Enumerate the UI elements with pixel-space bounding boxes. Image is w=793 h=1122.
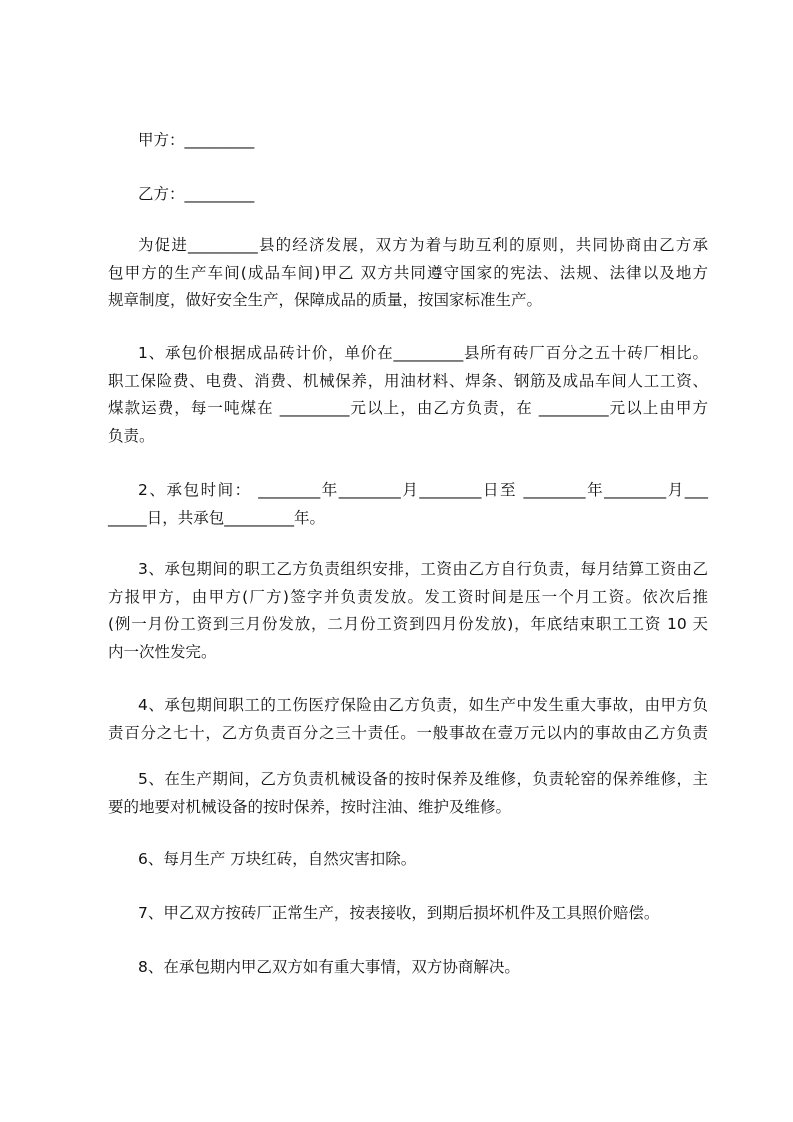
text-line: 7、甲乙双方按砖厂正常生产，按表接收，到期后损坏机件及工具照价赔偿。: [138, 904, 660, 922]
party-b-text: 乙方：_________: [138, 185, 255, 203]
text-line: 煤款运费，每一吨煤在 _________元以上，由乙方负责，在 _________元以上由甲方: [108, 399, 708, 417]
text-line: 6、每月生产 万块红砖，自然灾害扣除。: [138, 850, 417, 868]
clause-4: [108, 692, 708, 747]
text-line: 8、在承包期内甲乙双方如有重大事情，双方协商解决。: [138, 958, 520, 976]
clause-8: [108, 954, 708, 982]
clause-6: [108, 846, 708, 874]
text-line: 方报甲方，由甲方(厂方)签字并负责发放。发工资时间是压一个月工资。依次后推: [108, 587, 708, 606]
party-a-text: 甲方：_________: [138, 131, 255, 149]
clause-2: [108, 477, 708, 532]
party-b-line: [108, 181, 708, 209]
text-line: 责百分之七十，乙方负责百分之三十责任。一般事故在壹万元以内的事故由乙方负责: [108, 723, 708, 742]
clause-3: [108, 556, 708, 666]
text-line: 为促进_________县的经济发展，双方为着与助互利的原则，共同协商由乙方承: [138, 236, 708, 254]
intro-paragraph: [108, 232, 708, 315]
text-line: (例一月份工资到三月份发放，二月份工资到四月份发放)，年底结束职工工资 10 天: [108, 615, 708, 633]
text-line: 2、承包时间： ________年________月________日至 ________年________月___: [138, 481, 708, 499]
text-line: 负责。: [108, 426, 155, 445]
text-line: 职工保险费、电费、消费、机械保养，用油材料、焊条、钢筋及成品车间人工工资、: [108, 371, 708, 390]
text-line: 5、在生产期间，乙方负责机械设备的按时保养及维修，负责轮窑的保养维修，主: [138, 770, 708, 788]
text-line: 规章制度，做好安全生产，保障成品的质量，按国家标准生产。: [108, 291, 543, 309]
text-line: 3、承包期间的职工乙方负责组织安排，工资由乙方自行负责，每月结算工资由乙: [138, 560, 708, 578]
text-line: 内一次性发完。: [108, 642, 217, 661]
text-line: 要的地要对机械设备的按时保养，按时注油、维护及维修。: [108, 797, 512, 816]
clause-5: [108, 766, 708, 821]
text-line: _____日，共承包_________年。: [108, 508, 326, 527]
clause-1: [108, 340, 708, 450]
clause-7: [108, 900, 708, 928]
text-line: 1、承包价根据成品砖计价，单价在_________县所有砖厂百分之五十砖厂相比。: [138, 344, 708, 362]
text-line: 包甲方的生产车间(成品车间)甲乙 双方共同遵守国家的宪法、法规、法律以及地方: [108, 263, 708, 282]
party-a-line: [108, 127, 708, 155]
text-line: 4、承包期间职工的工伤医疗保险由乙方负责，如生产中发生重大事故，由甲方负: [138, 696, 708, 714]
